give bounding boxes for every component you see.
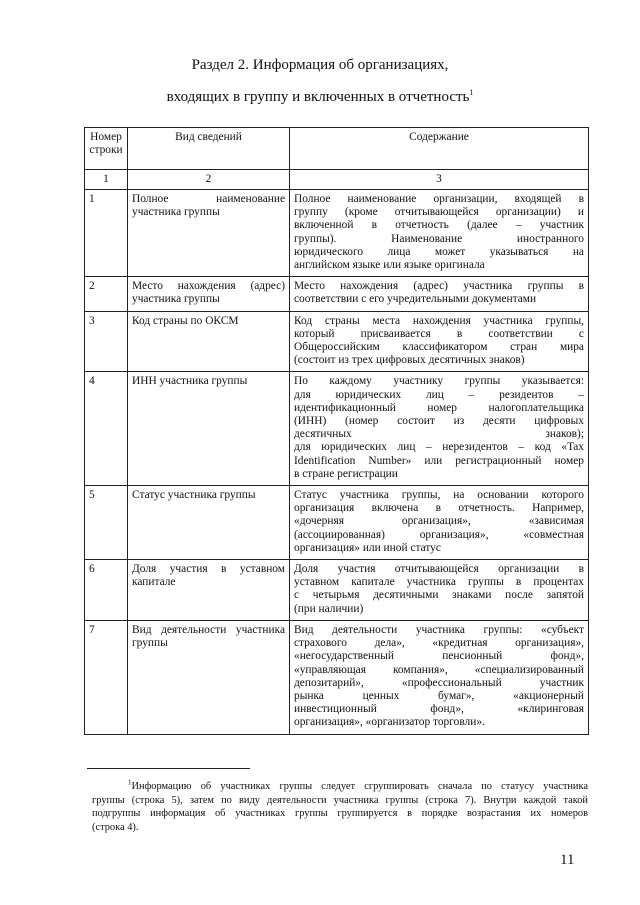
- content-line: Код страны места нахождения участника группы,: [294, 314, 584, 327]
- header-row-number-line: строки: [89, 144, 123, 157]
- column-number: 1: [85, 170, 128, 190]
- section-title-line2-text: входящих в группу и включенных в отчетность: [166, 89, 470, 105]
- info-type-line: Полное наименование: [132, 193, 285, 205]
- footnote-line: [92, 780, 588, 794]
- row-number: 7: [85, 620, 128, 734]
- content-line: (ИНН) (номер состоит из десяти цифровых: [294, 415, 584, 428]
- row-info-type: [128, 311, 290, 372]
- content-line: рынка ценных бумаг», «акционерный: [294, 689, 584, 702]
- table-row: [85, 372, 589, 486]
- row-content: [290, 190, 589, 277]
- content-line: (при наличии): [294, 602, 364, 615]
- footnote-line: группы (строка 5), затем по виду деятельности участника группы (строка 7). Внутри каждой такой: [92, 794, 588, 806]
- table-row: [85, 190, 589, 277]
- row-info-type: [128, 620, 290, 734]
- header-info-type: Вид сведений: [128, 128, 290, 170]
- content-line: Общероссийским классификатором стран мира: [294, 341, 584, 354]
- content-line: который присваивается в соответствии с: [294, 327, 584, 340]
- row-number: 3: [85, 311, 128, 372]
- column-numbers-row: [85, 170, 589, 190]
- content-line: Полное наименование организации, входящей в: [294, 193, 584, 205]
- content-line: Место нахождения (адрес) участника группы в: [294, 280, 584, 293]
- row-content: [290, 372, 589, 486]
- content-line: с четырьмя десятичными знаками после запятой: [294, 589, 584, 602]
- content-line: (ассоциированная) организация», «совместная: [294, 528, 584, 541]
- row-content: [290, 277, 589, 311]
- content-line: организация», «организатор торговли».: [294, 716, 485, 729]
- header-content: Содержание: [290, 128, 589, 170]
- table-row: [85, 486, 589, 560]
- content-line: в стране регистрации: [294, 467, 398, 480]
- footnote: [92, 780, 588, 834]
- content-line: «управляющая компания», «специализированный: [294, 663, 584, 676]
- section-title-line2: [0, 87, 640, 107]
- info-type-line: участника группы: [132, 206, 220, 219]
- column-number: 3: [290, 170, 589, 190]
- table-row: [85, 560, 589, 621]
- content-line: Вид деятельности участника группы: «субъект: [294, 623, 584, 636]
- column-number: 2: [128, 170, 290, 190]
- row-number: 2: [85, 277, 128, 311]
- content-line: инвестиционный фонд», «клиринговая: [294, 703, 584, 716]
- row-number: 4: [85, 372, 128, 486]
- row-content: [290, 620, 589, 734]
- row-number: 6: [85, 560, 128, 621]
- row-info-type: [128, 560, 290, 621]
- row-info-type: [128, 190, 290, 277]
- footnote-reference: 1: [469, 88, 474, 97]
- header-row-number-line: Номер: [90, 131, 122, 143]
- content-line: группы). Наименование иностранного: [294, 232, 584, 245]
- info-type-line: Статус участника группы: [132, 489, 256, 502]
- page-number: 11: [560, 852, 575, 868]
- content-line: юридического лица может указываться на: [294, 245, 584, 258]
- row-content: [290, 560, 589, 621]
- content-line: «дочерняя организация», «зависимая: [294, 515, 584, 528]
- row-info-type: [128, 277, 290, 311]
- content-line: идентификационный номер налогоплательщика: [294, 401, 584, 414]
- content-line: уставном капитале участника группы в процентах: [294, 576, 584, 589]
- row-number: 5: [85, 486, 128, 560]
- row-info-type: [128, 486, 290, 560]
- content-line: организация» или иной статус: [294, 541, 441, 554]
- table-row: [85, 620, 589, 734]
- section-title-line1: Раздел 2. Информация об организациях,: [191, 57, 449, 73]
- info-type-line: Код страны по ОКСМ: [132, 314, 239, 327]
- content-line: Identification Number» или регистрационный номер: [294, 454, 584, 467]
- content-line: соответствии с его учредительными документами: [294, 293, 537, 306]
- content-line: для юридических лиц – нерезидентов – код «Tax: [294, 441, 584, 454]
- info-type-line: группы: [132, 637, 168, 650]
- info-type-line: капитале: [132, 576, 176, 589]
- row-number: 1: [85, 190, 128, 277]
- content-line: страхового дела», «кредитная организация»,: [294, 637, 584, 650]
- content-line: группу (кроме отчитывающейся организации) и: [294, 206, 584, 219]
- footnote-line: (строка 4).: [92, 821, 139, 833]
- footnote-separator: [87, 768, 250, 769]
- row-content: [290, 311, 589, 372]
- footnote-marker: 1: [128, 778, 132, 787]
- row-info-type: [128, 372, 290, 486]
- header-row-number: [85, 128, 128, 170]
- info-type-line: Вид деятельности участника: [132, 623, 285, 636]
- content-line: (состоит из трех цифровых десятичных знаков): [294, 354, 525, 367]
- table-row: [85, 311, 589, 372]
- table-row: [85, 277, 589, 311]
- content-line: Доля участия отчитывающейся организации в: [294, 563, 584, 576]
- info-type-line: участника группы: [132, 293, 220, 306]
- info-table: [84, 127, 589, 735]
- content-line: английском языке или языке оригинала: [294, 259, 485, 272]
- footnote-line: подгруппы информация об участниках группы группируется в порядке возрастания их номеров: [92, 808, 588, 819]
- info-type-line: Место нахождения (адрес): [132, 280, 285, 293]
- content-line: организация включена в отчетность. Например,: [294, 502, 584, 515]
- info-type-line: ИНН участника группы: [132, 375, 248, 388]
- content-line: По каждому участнику группы указывается:: [294, 375, 584, 388]
- content-line: «негосударственный пенсионный фонд»,: [294, 650, 584, 663]
- content-line: депозитарий», «профессиональный участник: [294, 676, 584, 689]
- info-type-line: Доля участия в уставном: [132, 563, 285, 576]
- content-line: включенной в отчетность (далее – участник: [294, 219, 584, 232]
- content-line: Статус участника группы, на основании которого: [294, 489, 584, 502]
- content-line: для юридических лиц – резидентов –: [294, 388, 584, 401]
- content-line: десятичных знаков);: [294, 428, 584, 441]
- table-body: [85, 190, 589, 735]
- row-content: [290, 486, 589, 560]
- table-header-row: [85, 128, 589, 170]
- footnote-text: Информацию об участниках группы следует сгруппировать сначала по статусу участника: [131, 781, 588, 792]
